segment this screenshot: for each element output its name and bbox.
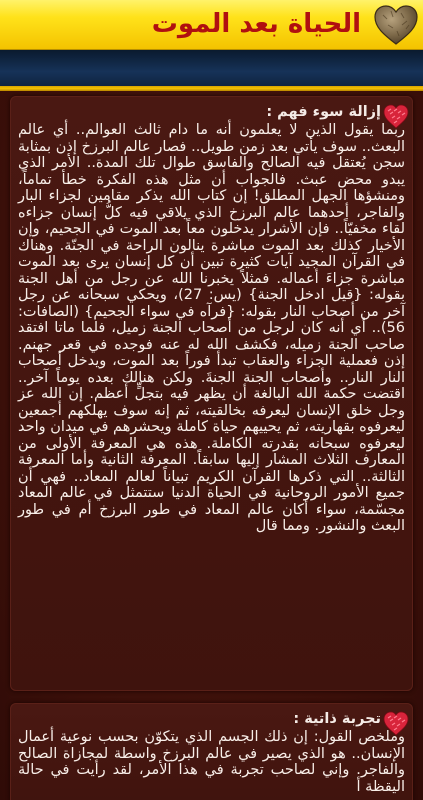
app-title: الحياة بعد الموت	[151, 9, 361, 39]
section-title: تجربة ذاتية :	[293, 711, 381, 727]
title-bar	[0, 0, 423, 50]
article-scroll-area[interactable]	[0, 91, 423, 800]
stone-heart-icon[interactable]	[373, 3, 419, 47]
article-section	[10, 703, 413, 800]
toolbar-band	[0, 50, 423, 86]
article-section	[10, 96, 413, 691]
section-body: وملخص القول: إن ذلك الجسم الذي يتكوّن بحسب نوعية أعمال الإنسان.. هو الذي يصير في عالم البرزخ واسطة لمجازاة الصالح والفاجر. وإني لصاحب تجربة في هذا الأمر، لقد رأيت في حالة اليقظة أ	[18, 729, 405, 795]
section-body: ربما يقول الذين لا يعلمون أنه ما دام ثالث العوالم.. أي عالم البعث.. سوف يأتي بعد زمن طويل.. فصار عالم البرزخ إذن بمثابة سجن يُعتقل فيه الصالح والفاسق طوال تلك المدة.. الأمر الذي يبدو محض عبث. فالجواب أن مثل هذه الفكرة خطأ تماماً، ومنشؤها الجهل المطلق! إن كتاب الله يذكر مقامين لجزاء البار والفاجر، أحدهما عالم البرزخ الذي يلاقي فيه كلُّ إنسان جزاءه لقاء مخفيّاً.. فإن الأشرار يدخلون معاً بعد الموت في الجحيم، وإن الأخيار كذلك بعد الموت مباشرة ينالون الراحة في الجنّة. وهناك في القرآن المجيد آيات كثيرة تبين أن كل إنسان يرى بعد الموت مباشرة جزاءَ أعماله. فمثلاً يخبرنا الله عن رجل من أهل الجنة بقوله: {قيل ادخل الجنة} (يس: 27)، ويحكي سبحانه عن رجل آخر من أصحاب النار بقوله: {فرآه في سواء الجحيم} (الصافات: 56).. أي أنه كان لرجل من أصحاب الجنة زميل، فلما ماتا افتقد صاحب الجنة زميله، فكشف الله له عنه فوجده في قعر جهنم. إذن فعملية الجزاء والعقاب تبدأ فوراً بعد الموت، ويدخل أصحاب النار النار.. وأصحاب الجنة الجنةَ. ولكن هنالك بعده يوماً آخر.. اقتضت حكمة الله البالغة أن يظهر فيه بتجلٍّ أعظم. إن الله عز وجل خلق الإنسان ليعرفه بخالقيته، ثم إنه سوف يهلكهم أجمعين ليعرفوه بقهاريته، ثم يحييهم حياة كاملة ويحشرهم في ميدان واحد ليعرفوه سبحانه بقدرته الكاملة. هذه هي المعرفة الأولى من المعارف الثلاث المشار إليها سابقاً. المعرفة الثانية وأما المعرفة الثالثة.. التي ذكرها القرآن الكريم تبياناً لعالم المعاد.. فهي أن جميع الأمور الروحانية في الحياة الدنيا ستتمثل في عالم المعاد مجسّمة، سواء أكان عالم المعاد في طور البرزخ أم في طور البعث والنشور. ومما قال	[18, 122, 405, 534]
section-title: إزالة سوء فهم :	[266, 104, 381, 120]
